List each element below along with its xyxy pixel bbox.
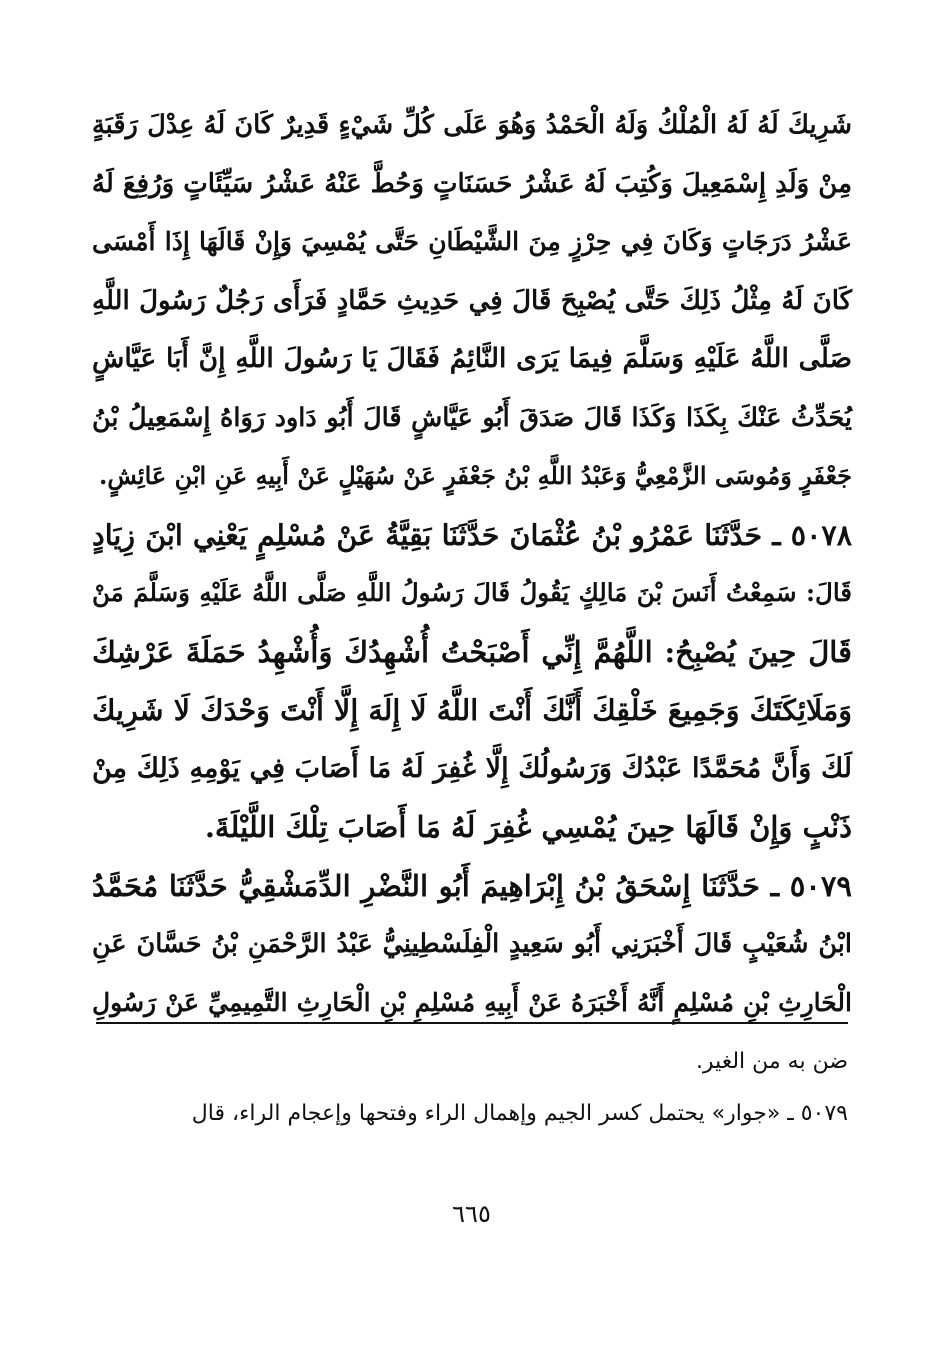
text-line: عَشْرُ دَرَجَاتٍ وَكَانَ فِي حِرْزٍ مِنَ الشَّيْطَانِ حَتَّى يُمْسِيَ وَإِنْ قَالَهَا إِذَا أَمْسَى <box>92 227 852 256</box>
text-line: كَانَ لَهُ مِثْلُ ذَلِكَ حَتَّى يُصْبِحَ قَالَ فِي حَدِيثِ حَمَّادٍ فَرَأَى رَجُلٌ رَسُولَ اللَّهِ <box>92 285 852 316</box>
hadith-5077-continuation <box>92 96 852 506</box>
text-line: شَرِيكَ لَهُ لَهُ الْمُلْكُ وَلَهُ الْحَمْدُ وَهُوَ عَلَى كُلِّ شَيْءٍ قَدِيرٌ كَانَ لَهُ عِدْلَ رَقَبَةٍ <box>92 110 852 140</box>
text-line: مِنْ وَلَدِ إِسْمَعِيلَ وَكُتِبَ لَهُ عَشْرُ حَسَنَاتٍ وَحُطَّ عَنْهُ عَشْرُ سَيِّئَاتٍ وَرُفِعَ لَهُ <box>91 168 852 199</box>
text-line: ذَنْبٍ وَإِنْ قَالَهَا حِينَ يُمْسِي غُفِرَ لَهُ مَا أَصَابَ تِلْكَ اللَّيْلَةَ. <box>204 810 852 844</box>
footnote-divider <box>96 1022 848 1024</box>
text-line: وَمَلَائِكَتَكَ وَجَمِيعَ خَلْقِكَ أَنَّكَ أَنْتَ اللَّهُ لَا إِلَهَ إِلَّا أَنْتَ وَحْدَكَ لَا شَرِيكَ <box>92 693 852 727</box>
text-line: ٥٠٧٩ ـ حَدَّثَنَا إِسْحَقُ بْنُ إِبْرَاهِيمَ أَبُو النَّضْرِ الدِّمَشْقِيُّ حَدَّثَنَا مُحَمَّدُ <box>92 868 852 903</box>
hadith-text-body <box>92 96 852 1032</box>
text-line: يُحَدِّثُ عَنْكَ بِكَذَا وَكَذَا قَالَ صَدَقَ أَبُو عَيَّاشٍ قَالَ أَبُو دَاود رَوَاهُ إِسْمَعِيلُ بْنُ <box>92 402 852 433</box>
footnote-line: ضن به من الغير. <box>695 1049 848 1074</box>
footnote-line: ٥٠٧٩ ـ «جوار» يحتمل كسر الجيم وإهمال الراء وفتحها وإعجام الراء، قال <box>191 1101 848 1126</box>
page-number: ٦٦٥ <box>452 1200 491 1228</box>
text-line: قَالَ حِينَ يُصْبِحُ: اللَّهُمَّ إِنِّي أَصْبَحْتُ أُشْهِدُكَ وَأُشْهِدُ حَمَلَةَ عَرْشِكَ <box>92 634 852 669</box>
text-line: ٥٠٧٨ ـ حَدَّثَنَا عَمْرُو بْنُ عُثْمَانَ حَدَّثَنَا بَقِيَّةُ عَنْ مُسْلِمٍ يَعْنِي ابْنَ زِيَادٍ <box>92 517 852 552</box>
text-line: ابْنُ شُعَيْبٍ قَالَ أَخْبَرَنِي أَبُو سَعِيدٍ الْفِلَسْطِينِيُّ عَبْدُ الرَّحْمَنِ بْنُ حَسَّانَ عَنِ <box>92 929 852 959</box>
hadith-5078 <box>92 506 852 857</box>
text-line: جَعْفَرٍ وَمُوسَى الزَّمْعِيُّ وَعَبْدُ اللَّهِ بْنُ جَعْفَرٍ عَنْ سُهَيْلٍ عَنْ أَبِيهِ عَنِ ابْنِ عَائِشٍ. <box>98 461 852 490</box>
text-line: صَلَّى اللَّهُ عَلَيْهِ وَسَلَّمَ فِيمَا يَرَى النَّائِمُ فَقَالَ يَا رَسُولَ اللَّهِ إِنَّ أَبَا عَيَّاشٍ <box>92 343 852 374</box>
text-line: لَكَ وَأَنَّ مُحَمَّدًا عَبْدُكَ وَرَسُولُكَ إِلَّا غُفِرَ لَهُ مَا أَصَابَ فِي يَوْمِهِ ذَلِكَ مِنْ <box>92 752 852 784</box>
footnotes <box>96 1036 848 1140</box>
text-line: الْحَارِثِ بْنِ مُسْلِمٍ أَنَّهُ أَخْبَرَهُ عَنْ أَبِيهِ مُسْلِمِ بْنِ الْحَارِثِ التَّمِيمِيِّ عَنْ رَسُولِ <box>92 987 852 1017</box>
text-line: قَالَ: سَمِعْتُ أَنَسَ بْنَ مَالِكٍ يَقُولُ قَالَ رَسُولُ اللَّهِ صَلَّى اللَّهُ عَلَيْهِ وَسَلَّمَ مَنْ <box>92 578 852 607</box>
hadith-5079 <box>92 857 852 1033</box>
